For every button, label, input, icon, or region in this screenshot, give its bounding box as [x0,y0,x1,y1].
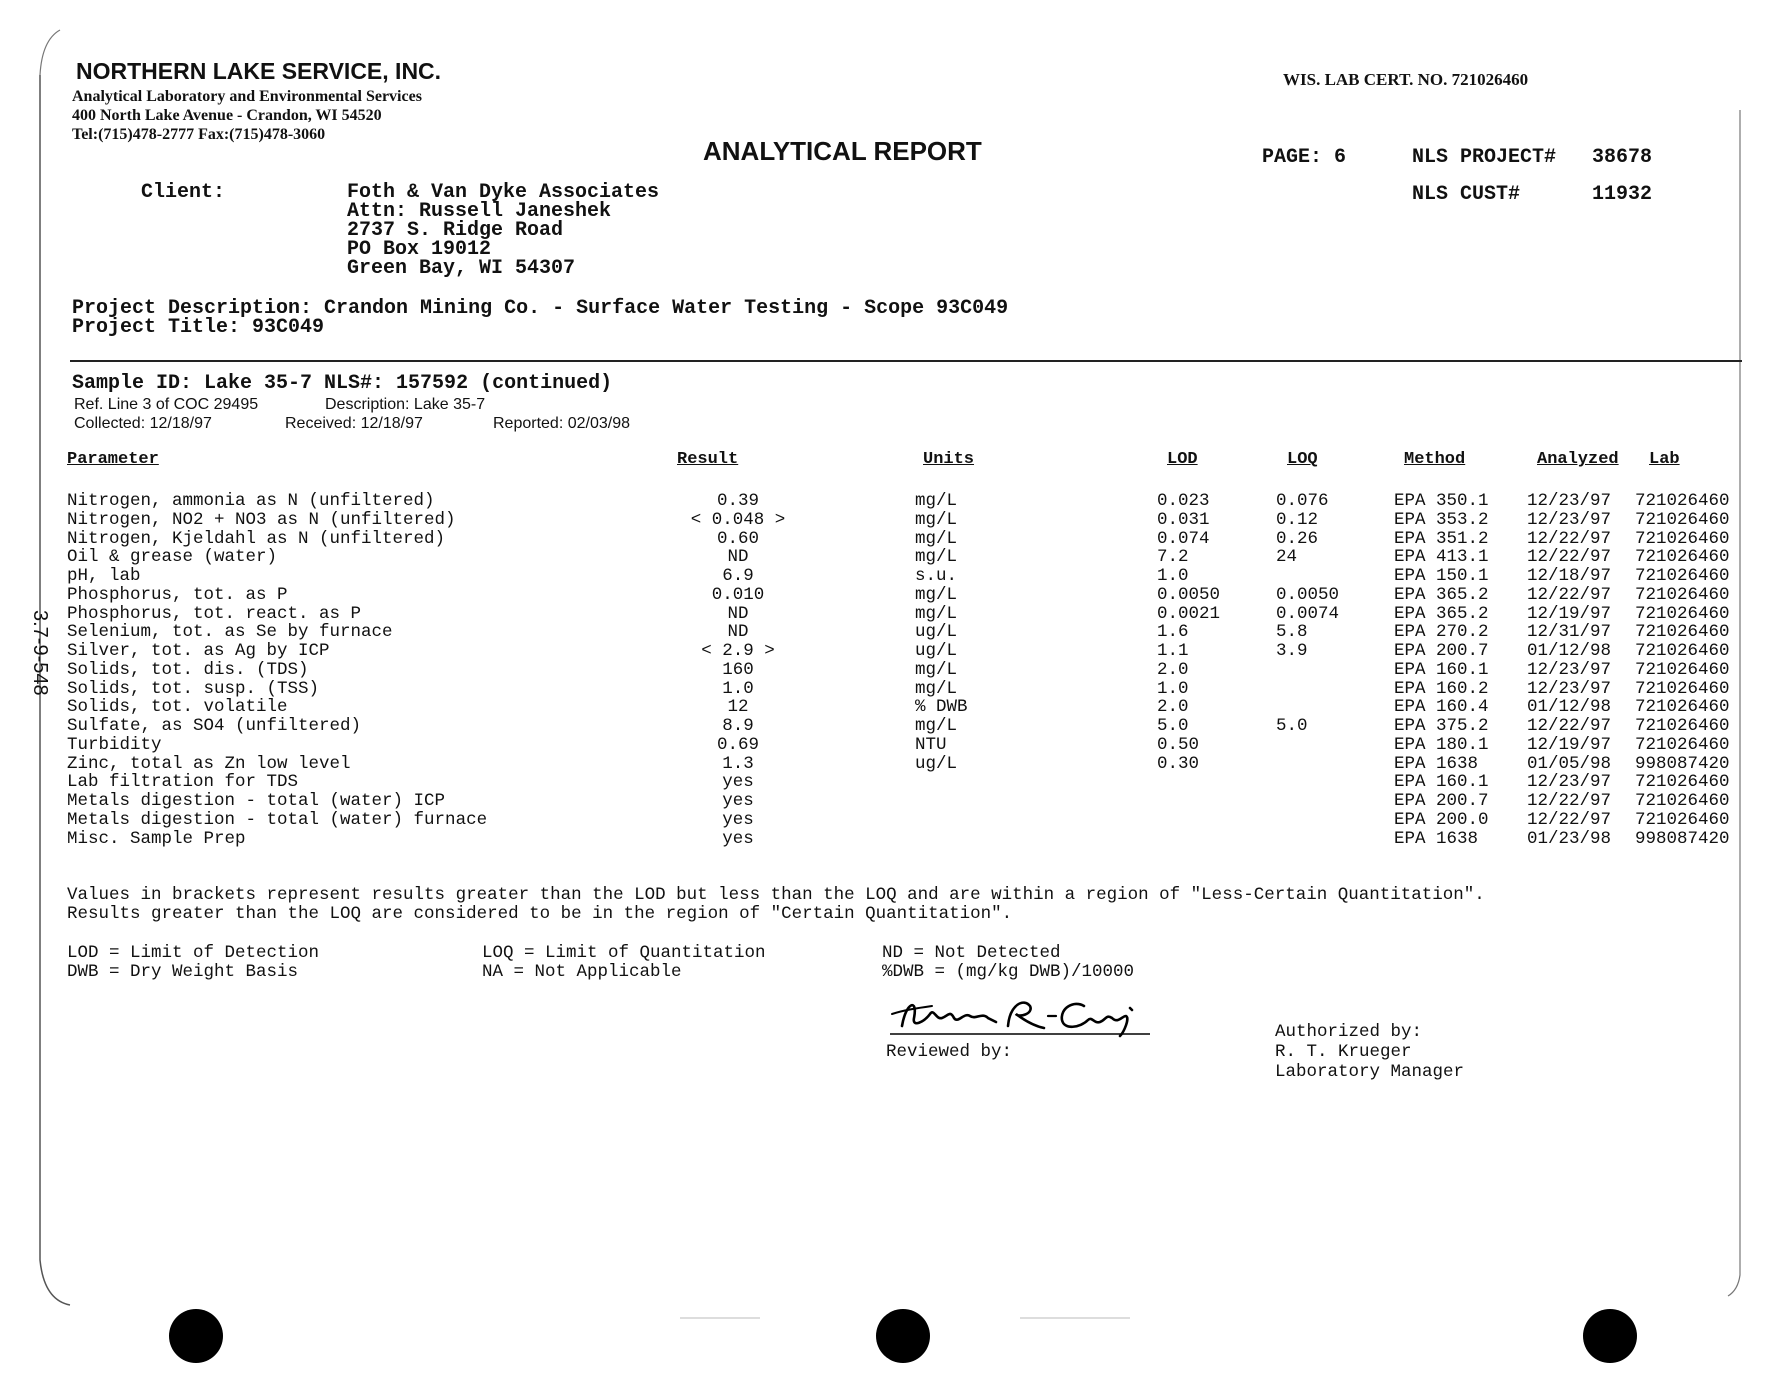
sample-collected: Collected: 12/18/97 [74,415,212,432]
cell-parameter: Nitrogen, ammonia as N (unfiltered) [67,491,435,511]
cell-result: 6.9 [722,566,754,586]
cell-lod: 0.074 [1157,528,1210,549]
table-row [0,661,1783,680]
cell-units: mg/L [915,528,958,549]
cell-method: EPA 353.2 [1394,509,1489,530]
divider [70,360,1742,362]
client-line: Attn: Russell Janeshek [347,200,612,223]
cell-result: 1.3 [722,753,754,774]
cell-lod: 1.0 [1157,566,1189,586]
cell-lod: 1.1 [1157,641,1189,661]
client-label: Client: [141,181,226,204]
cell-units: mg/L [915,716,958,736]
legend-pdwb: %DWB = (mg/kg DWB)/10000 [882,962,1135,982]
cell-lab: 721026460 [1635,697,1730,718]
legend-dwb: DWB = Dry Weight Basis [67,962,299,982]
cell-lod: 0.30 [1157,753,1200,774]
authorizer-role: Laboratory Manager [1275,1062,1465,1082]
cell-method: EPA 365.2 [1394,584,1489,605]
cell-units: mg/L [915,509,958,530]
cell-result: < 0.048 > [690,509,786,530]
cell-method: EPA 150.1 [1394,566,1489,586]
cell-lab: 721026460 [1635,716,1730,736]
cell-parameter: Solids, tot. volatile [67,697,288,718]
binder-hole [1583,1309,1637,1363]
cell-lab: 721026460 [1635,809,1730,830]
cell-analyzed: 12/19/97 [1527,603,1612,624]
cell-method: EPA 1638 [1394,753,1479,774]
cell-analyzed: 12/19/97 [1527,734,1612,755]
table-row [0,830,1783,849]
cell-lod: 7.2 [1157,547,1189,568]
cell-lod: 0.023 [1157,491,1210,511]
table-row [0,605,1783,624]
lab-address: 400 North Lake Avenue - Crandon, WI 54520 [72,107,382,124]
cell-method: EPA 375.2 [1394,716,1489,736]
cell-loq: 0.0074 [1276,603,1340,624]
cust-number: 11932 [1592,183,1653,206]
side-document-code: 3.7-9-548 [29,610,51,696]
lab-phone-fax: Tel:(715)478-2777 Fax:(715)478-3060 [72,126,326,143]
cell-lab: 721026460 [1635,528,1730,549]
cell-result: yes [722,791,754,811]
header-units: Units [923,450,975,469]
table-row [0,736,1783,755]
cell-parameter: Lab filtration for TDS [67,772,299,793]
cell-method: EPA 413.1 [1394,547,1489,568]
client-line: Foth & Van Dyke Associates [347,181,660,204]
cell-method: EPA 270.2 [1394,622,1489,643]
cell-result: ND [727,547,749,568]
cell-analyzed: 01/05/98 [1527,753,1612,774]
cell-loq: 5.8 [1276,622,1308,643]
cell-analyzed: 12/22/97 [1527,528,1612,549]
project-description: Project Description: Crandon Mining Co. - Surface Water Testing - Scope 93C049 [72,297,1009,320]
cell-loq: 0.0050 [1276,584,1340,605]
sample-description: Description: Lake 35-7 [325,396,486,413]
cell-method: EPA 200.7 [1394,791,1489,811]
cell-parameter: Nitrogen, Kjeldahl as N (unfiltered) [67,528,446,549]
header-lod: LOD [1167,450,1198,469]
cell-parameter: Sulfate, as SO4 (unfiltered) [67,716,362,736]
cell-method: EPA 350.1 [1394,491,1489,511]
cell-lab: 721026460 [1635,641,1730,661]
project-label: NLS PROJECT# [1412,146,1557,169]
header-parameter: Parameter [67,450,159,469]
cell-lod: 0.50 [1157,734,1200,755]
table-row [0,586,1783,605]
cell-units: mg/L [915,584,958,605]
cell-units: mg/L [915,659,958,680]
cell-method: EPA 160.4 [1394,697,1489,718]
cell-analyzed: 12/22/97 [1527,716,1612,736]
binder-hole [169,1309,223,1363]
table-row [0,698,1783,717]
cell-units: ug/L [915,753,958,774]
cell-result: 12 [727,697,749,718]
report-title: ANALYTICAL REPORT [703,136,982,166]
cell-parameter: Metals digestion - total (water) ICP [67,791,446,811]
cell-lod: 1.0 [1157,678,1189,699]
sample-received: Received: 12/18/97 [285,415,423,432]
cell-method: EPA 160.1 [1394,772,1489,793]
cell-result: yes [722,828,754,849]
cell-method: EPA 160.2 [1394,678,1489,699]
cell-lab: 721026460 [1635,772,1730,793]
binder-hole [876,1309,930,1363]
cell-parameter: pH, lab [67,566,141,586]
note-line-1: Values in brackets represent results greater than the LOD but less than the LOQ and are within a region of "Less-Certain Quantitation". [67,885,1485,905]
sample-id-line: Sample ID: Lake 35-7 NLS#: 157592 (continued) [72,372,613,395]
cell-loq: 3.9 [1276,641,1308,661]
cell-lod: 0.0050 [1157,584,1221,605]
table-row [0,717,1783,736]
cell-parameter: Phosphorus, tot. react. as P [67,603,362,624]
page-number: PAGE: 6 [1262,146,1347,169]
project-number: 38678 [1592,146,1653,169]
cell-analyzed: 12/22/97 [1527,547,1612,568]
client-line: PO Box 19012 [347,238,492,261]
cell-analyzed: 12/22/97 [1527,791,1612,811]
authorizer-name: R. T. Krueger [1275,1042,1412,1062]
table-row [0,511,1783,530]
cell-units: mg/L [915,678,958,699]
cell-analyzed: 12/23/97 [1527,678,1612,699]
cell-analyzed: 12/23/97 [1527,772,1612,793]
cell-lab: 721026460 [1635,547,1730,568]
table-row [0,567,1783,586]
cell-parameter: Selenium, tot. as Se by furnace [67,622,393,643]
cell-lab: 721026460 [1635,659,1730,680]
lab-cert: WIS. LAB CERT. NO. 721026460 [1283,70,1529,89]
cell-units: mg/L [915,491,958,511]
cell-lod: 2.0 [1157,659,1189,680]
legend-loq: LOQ = Limit of Quantitation [482,943,766,963]
header-result: Result [677,450,739,469]
cell-lab: 721026460 [1635,678,1730,699]
cell-lab: 721026460 [1635,603,1730,624]
cell-lab: 998087420 [1635,828,1730,849]
cell-lod: 2.0 [1157,697,1189,718]
cell-analyzed: 12/22/97 [1527,809,1612,830]
table-row [0,530,1783,549]
cell-analyzed: 01/12/98 [1527,697,1612,718]
cell-lab: 721026460 [1635,584,1730,605]
header-method: Method [1404,450,1466,469]
table-row [0,792,1783,811]
cell-method: EPA 200.0 [1394,809,1489,830]
client-line: Green Bay, WI 54307 [347,257,576,280]
cell-loq: 5.0 [1276,716,1308,736]
cell-result: yes [722,809,754,830]
cell-lod: 5.0 [1157,716,1189,736]
cell-lab: 998087420 [1635,753,1730,774]
cell-parameter: Solids, tot. susp. (TSS) [67,678,320,699]
cell-method: EPA 180.1 [1394,734,1489,755]
cell-lab: 721026460 [1635,509,1730,530]
table-row [0,492,1783,511]
cell-parameter: Phosphorus, tot. as P [67,584,288,605]
cell-units: % DWB [915,697,968,718]
cell-lab: 721026460 [1635,491,1730,511]
reviewed-by-label: Reviewed by: [886,1042,1013,1062]
cell-parameter: Silver, tot. as Ag by ICP [67,641,330,661]
cell-parameter: Zinc, total as Zn low level [67,753,351,774]
cell-result: 0.39 [716,491,759,511]
cell-result: 8.9 [722,716,754,736]
cell-result: ND [727,622,749,643]
note-line-2: Results greater than the LOQ are considered to be in the region of "Certain Quantitation". [67,904,1013,924]
cell-result: ND [727,603,749,624]
cell-lab: 721026460 [1635,734,1730,755]
cell-loq: 0.26 [1276,528,1319,549]
cell-units: mg/L [915,603,958,624]
cell-lab: 721026460 [1635,622,1730,643]
legend-na: NA = Not Applicable [482,962,682,982]
sample-reported: Reported: 02/03/98 [493,415,630,432]
client-line: 2737 S. Ridge Road [347,219,564,242]
cell-result: yes [722,772,754,793]
cell-parameter: Solids, tot. dis. (TDS) [67,659,309,680]
legend-lod: LOD = Limit of Detection [67,943,320,963]
cell-lod: 1.6 [1157,622,1189,643]
cell-units: mg/L [915,547,958,568]
header-loq: LOQ [1287,450,1318,469]
table-row [0,773,1783,792]
cust-label: NLS CUST# [1412,183,1521,206]
cell-method: EPA 365.2 [1394,603,1489,624]
project-title: Project Title: 93C049 [72,316,325,339]
cell-units: ug/L [915,641,958,661]
reviewer-signature [884,992,1156,1040]
cell-analyzed: 12/23/97 [1527,659,1612,680]
cell-units: ug/L [915,622,958,643]
cell-analyzed: 12/18/97 [1527,566,1612,586]
cell-result: 160 [722,659,754,680]
table-row [0,811,1783,830]
cell-units: NTU [915,734,947,755]
cell-parameter: Misc. Sample Prep [67,828,246,849]
cell-analyzed: 12/23/97 [1527,491,1612,511]
table-row [0,548,1783,567]
cell-units: s.u. [915,566,958,586]
cell-parameter: Turbidity [67,734,162,755]
legend-nd: ND = Not Detected [882,943,1061,963]
cell-loq: 0.076 [1276,491,1329,511]
cell-loq: 0.12 [1276,509,1319,530]
cell-loq: 24 [1276,547,1298,568]
authorized-by-label: Authorized by: [1275,1022,1423,1042]
cell-analyzed: 12/23/97 [1527,509,1612,530]
cell-method: EPA 200.7 [1394,641,1489,661]
cell-analyzed: 01/12/98 [1527,641,1612,661]
cell-result: 0.60 [716,528,759,549]
header-lab: Lab [1649,450,1680,469]
cell-result: 0.69 [716,734,759,755]
cell-parameter: Metals digestion - total (water) furnace [67,809,488,830]
cell-analyzed: 12/31/97 [1527,622,1612,643]
cell-method: EPA 1638 [1394,828,1479,849]
cell-result: 0.010 [711,584,765,605]
cell-method: EPA 351.2 [1394,528,1489,549]
table-row [0,680,1783,699]
cell-lod: 0.031 [1157,509,1210,530]
cell-analyzed: 01/23/98 [1527,828,1612,849]
cell-result: 1.0 [722,678,754,699]
cell-analyzed: 12/22/97 [1527,584,1612,605]
cell-parameter: Nitrogen, NO2 + NO3 as N (unfiltered) [67,509,456,530]
lab-name: NORTHERN LAKE SERVICE, INC. [76,58,442,84]
cell-lab: 721026460 [1635,566,1730,586]
sample-ref: Ref. Line 3 of COC 29495 [74,396,259,413]
table-row [0,642,1783,661]
cell-result: < 2.9 > [701,641,775,661]
cell-parameter: Oil & grease (water) [67,547,278,568]
cell-method: EPA 160.1 [1394,659,1489,680]
cell-lab: 721026460 [1635,791,1730,811]
lab-subtitle: Analytical Laboratory and Environmental Services [72,88,422,105]
cell-lod: 0.0021 [1157,603,1221,624]
header-analyzed: Analyzed [1537,450,1619,469]
table-row [0,623,1783,642]
table-row [0,755,1783,774]
